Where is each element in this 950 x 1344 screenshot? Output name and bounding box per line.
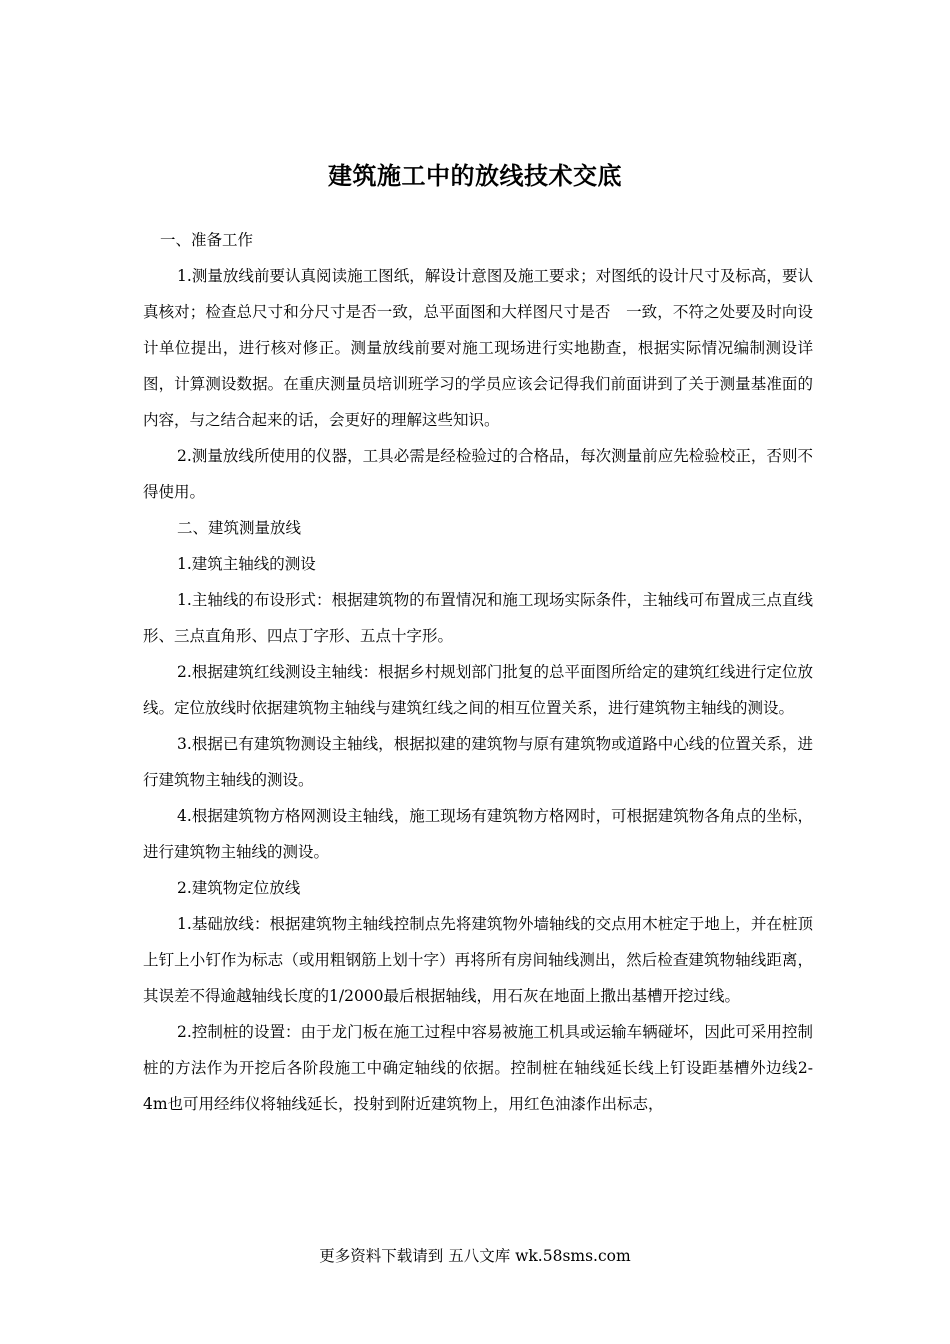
section-heading-2: 二、建筑测量放线 bbox=[177, 519, 302, 537]
paragraph: 2.测量放线所使用的仪器，工具必需是经检验过的合格品，每次测量前应先检验校正，否则不得使用。 bbox=[143, 447, 813, 501]
paragraph: 1.主轴线的布设形式：根据建筑物的布置情况和施工现场实际条件，主轴线可布置成三点直线形、三点直角形、四点丁字形、五点十字形。 bbox=[143, 591, 813, 645]
document-body bbox=[143, 222, 813, 1122]
section-heading-1: 一、准备工作 bbox=[160, 231, 254, 249]
page-title: 建筑施工中的放线技术交底 bbox=[328, 161, 622, 190]
paragraph: 4.根据建筑物方格网测设主轴线，施工现场有建筑物方格网时，可根据建筑物各角点的坐标，进行建筑物主轴线的测设。 bbox=[143, 807, 813, 861]
footer-link-text: 更多资料下载请到 五八文库 wk.58sms.com bbox=[319, 1247, 631, 1265]
paragraph: 1.测量放线前要认真阅读施工图纸，解设计意图及施工要求；对图纸的设计尺寸及标高，要认真核对；检查总尺寸和分尺寸是否一致，总平面图和大样图尺寸是否 一致，不符之处要及时向设计单位提出，进行核对修正。测量放线前要对施工现场进行实地勘查，根据实际情况编制测设详图，计算测设数据。在重庆测量员培训班学习的学员应该会记得我们前面讲到了关于测量基准面的内容，与之结合起来的话，会更好的理解这些知识。 bbox=[143, 267, 813, 429]
paragraph: 3.根据已有建筑物测设主轴线，根据拟建的建筑物与原有建筑物或道路中心线的位置关系，进行建筑物主轴线的测设。 bbox=[143, 735, 813, 789]
paragraph: 1.基础放线：根据建筑物主轴线控制点先将建筑物外墙轴线的交点用木桩定于地上，并在桩顶上钉上小钉作为标志（或用粗钢筋上划十字）再将所有房间轴线测出，然后检查建筑物轴线距离，其误差不得逾越轴线长度的1/2000最后根据轴线，用石灰在地面上撒出基槽开挖过线。 bbox=[143, 915, 813, 1005]
paragraph: 2.根据建筑红线测设主轴线：根据乡村规划部门批复的总平面图所给定的建筑红线进行定位放线。定位放线时依据建筑物主轴线与建筑红线之间的相互位置关系，进行建筑物主轴线的测设。 bbox=[143, 663, 813, 717]
paragraph: 2.控制桩的设置：由于龙门板在施工过程中容易被施工机具或运输车辆碰坏，因此可采用控制桩的方法作为开挖后各阶段施工中确定轴线的依据。控制桩在轴线延长线上钉设距基槽外边线2-4m也可用经纬仪将轴线延长，投射到附近建筑物上，用红色油漆作出标志， bbox=[143, 1023, 813, 1113]
subsection-heading: 1.建筑主轴线的测设 bbox=[177, 555, 316, 573]
subsection-heading: 2.建筑物定位放线 bbox=[177, 879, 301, 897]
